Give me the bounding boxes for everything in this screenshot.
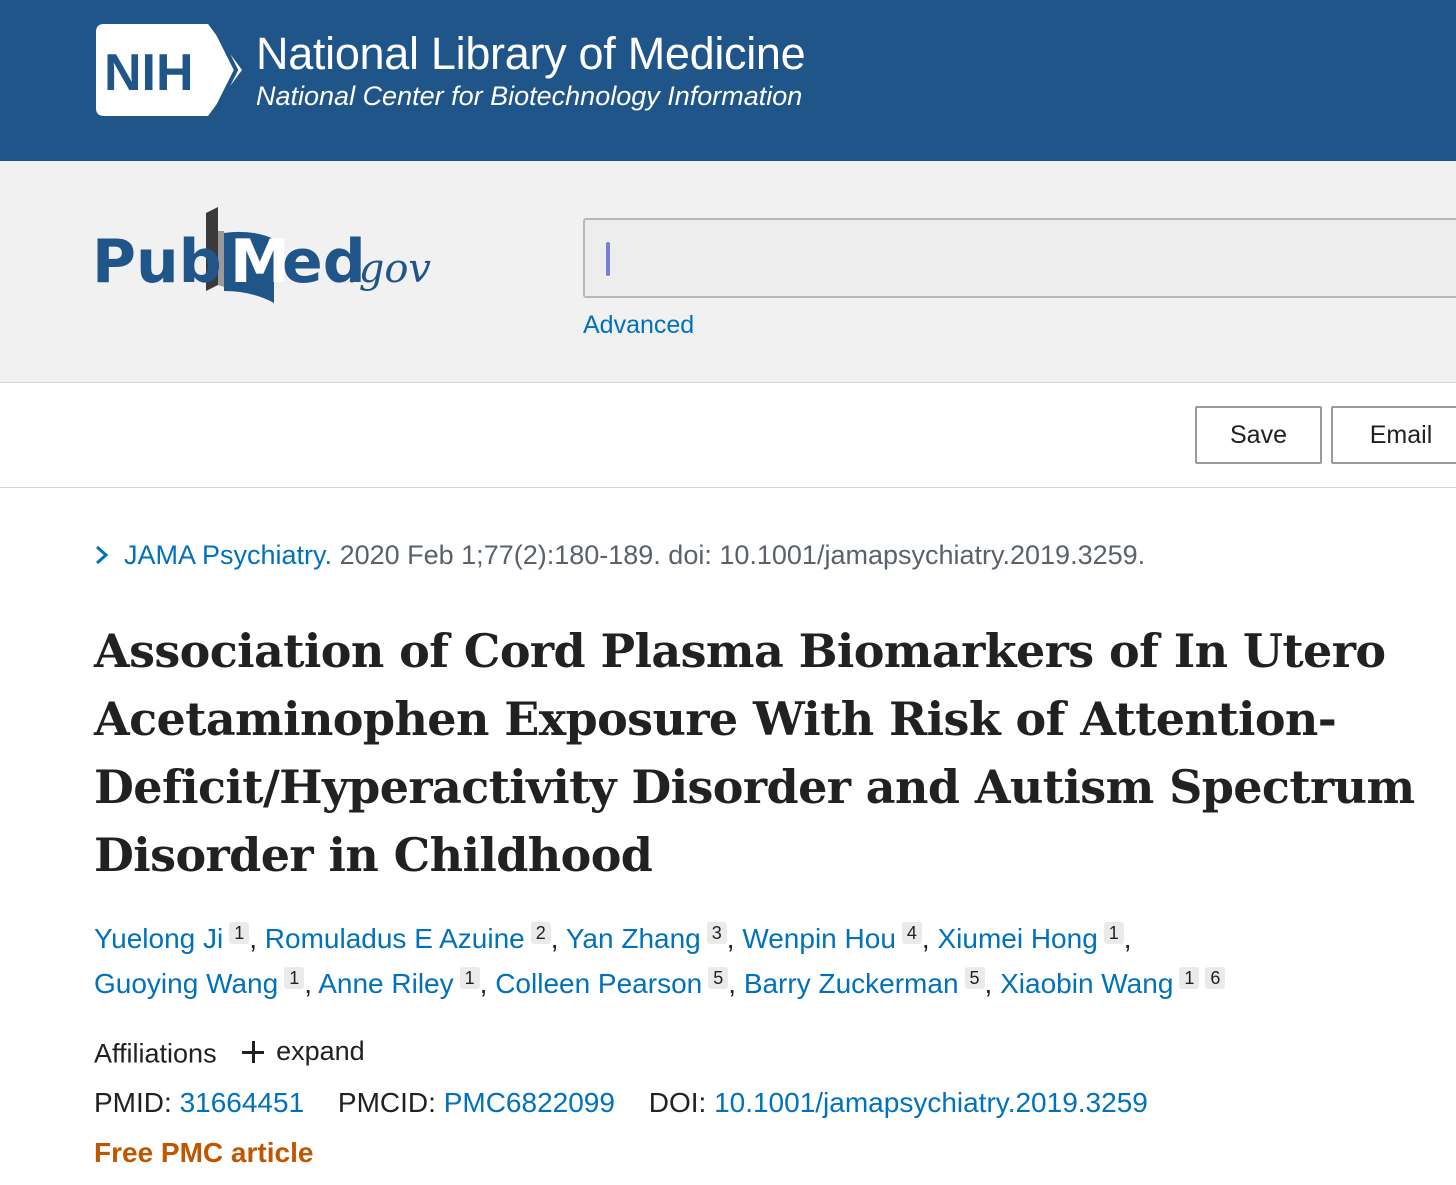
affiliations: [94, 1036, 365, 1070]
author-link[interactable]: Guoying Wang: [94, 968, 279, 999]
search-input[interactable]: [583, 218, 1456, 298]
doi-link[interactable]: 10.1001/jamapsychiatry.2019.3259: [714, 1087, 1148, 1118]
affiliation-number[interactable]: 3: [707, 922, 727, 944]
email-button[interactable]: Email: [1331, 406, 1456, 464]
identifiers: [94, 1087, 1148, 1119]
pubmed-logo-text: PubMed.gov: [92, 205, 98, 206]
affiliation-number[interactable]: 4: [902, 922, 922, 944]
affiliations-label: Affiliations: [94, 1038, 217, 1069]
affiliations-expand-button[interactable]: [242, 1036, 365, 1067]
affiliation-number[interactable]: 1: [460, 967, 480, 989]
svg-text:M: M: [230, 227, 290, 297]
save-button[interactable]: Save: [1195, 406, 1322, 464]
svg-text:ed: ed: [282, 227, 366, 297]
nih-logo[interactable]: [96, 24, 242, 116]
nih-title: National Library of Medicine: [256, 28, 806, 79]
citation-details: 2020 Feb 1;77(2):180-189. doi: 10.1001/jamapsychiatry.2019.3259.: [339, 540, 1146, 570]
plus-icon: [242, 1041, 264, 1063]
affiliation-number[interactable]: 2: [531, 922, 551, 944]
author-item: [265, 923, 551, 954]
svg-text:.gov: .gov: [346, 246, 431, 292]
authors-list: Yuelong Ji 1 , Romuladus E Azuine 2 , Yan Zhang 3 , Wenpin Hou 4 , Xiumei Hong 1 , Guoying Wang 1 , Anne Riley 1 , Colleen Pearson 5 , Barry Zuckerman 5 , Xiaobin Wang 1 6: [94, 916, 1424, 1006]
author-link[interactable]: Barry Zuckerman: [743, 968, 959, 999]
author-link[interactable]: Yuelong Ji: [94, 923, 224, 954]
author-item: [495, 968, 728, 999]
text-caret: [606, 242, 610, 276]
author-link[interactable]: Xiumei Hong: [937, 923, 1098, 954]
nih-subtitle: National Center for Biotechnology Information: [256, 81, 803, 111]
pmcid-link[interactable]: PMC6822099: [443, 1087, 615, 1118]
svg-text:Pub: Pub: [92, 227, 222, 297]
nih-header: [0, 0, 1456, 161]
author-link[interactable]: Xiaobin Wang: [1000, 968, 1174, 999]
author-item: [937, 923, 1123, 954]
pmcid-label: PMCID:: [337, 1087, 436, 1118]
doi-label: DOI:: [648, 1087, 707, 1118]
author-link[interactable]: Wenpin Hou: [742, 923, 896, 954]
chevron-right-icon[interactable]: [94, 540, 124, 571]
author-item: [94, 923, 249, 954]
author-item: [1000, 968, 1225, 999]
affiliation-number[interactable]: 6: [1205, 967, 1225, 989]
svg-text:NIH: NIH: [104, 44, 194, 102]
author-link[interactable]: Romuladus E Azuine: [264, 923, 525, 954]
affiliation-number[interactable]: 1: [1104, 922, 1124, 944]
author-item: [94, 968, 304, 999]
affiliation-number[interactable]: 1: [284, 967, 304, 989]
affiliation-number[interactable]: 1: [229, 922, 249, 944]
author-link[interactable]: Colleen Pearson: [495, 968, 703, 999]
affiliation-number[interactable]: 1: [1179, 967, 1199, 989]
article-title: Association of Cord Plasma Biomarkers of In Utero Acetaminophen Exposure With Risk of Attention-Deficit/Hyperactivity Disorder and Autism Spectrum Disorder in Childhood: [94, 624, 1415, 882]
affiliation-number[interactable]: 5: [708, 967, 728, 989]
author-item: [744, 968, 985, 999]
expand-label: expand: [276, 1036, 365, 1066]
author-link[interactable]: Yan Zhang: [565, 923, 701, 954]
journal-link[interactable]: JAMA Psychiatry.: [124, 540, 333, 570]
affiliation-number[interactable]: 5: [965, 967, 985, 989]
pubmed-logo[interactable]: [92, 205, 442, 305]
author-item: [566, 923, 727, 954]
free-pmc-article-badge[interactable]: Free PMC article: [94, 1137, 314, 1168]
citation: [94, 540, 1145, 571]
advanced-search-link[interactable]: Advanced: [583, 311, 695, 339]
pmid-label: PMID:: [94, 1087, 172, 1118]
author-item: [318, 968, 479, 999]
author-item: [742, 923, 922, 954]
pmid-link[interactable]: 31664451: [179, 1087, 305, 1118]
author-link[interactable]: Anne Riley: [318, 968, 454, 999]
